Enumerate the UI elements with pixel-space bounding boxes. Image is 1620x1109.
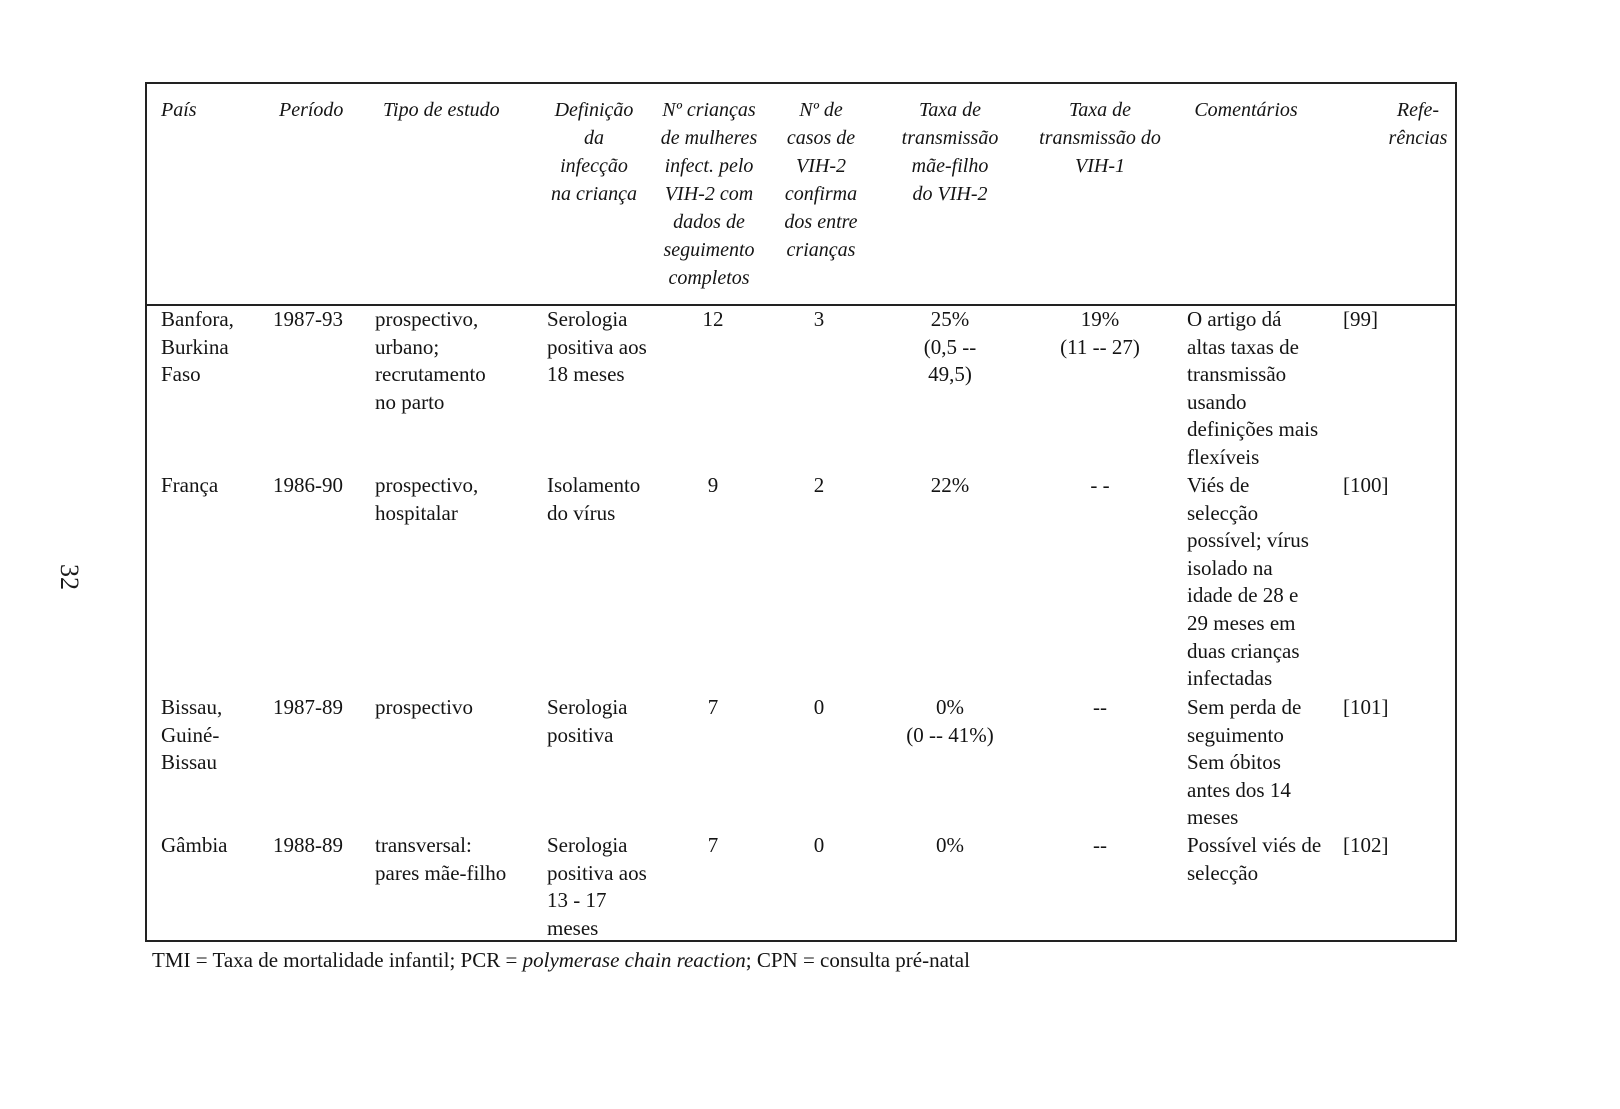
cell-comentarios: Viés de xyxy=(1187,473,1250,497)
cell-comentarios: infectadas xyxy=(1187,666,1273,691)
cell-comentarios: altas taxas de xyxy=(1187,334,1299,359)
cell-definicao: positiva aos xyxy=(547,334,647,359)
cell-taxa-vih1: -- xyxy=(1093,833,1107,857)
header-comentarios: Comentários xyxy=(1194,99,1298,121)
header-pais: País xyxy=(161,99,197,121)
cell-pais: Guiné- xyxy=(161,722,220,747)
cell-definicao: do vírus xyxy=(547,500,616,525)
page-number: 32 xyxy=(55,564,84,590)
cell-comentarios: isolado na xyxy=(1187,555,1273,580)
footnote-text: TMI = Taxa de mortalidade infantil; PCR = xyxy=(152,948,523,972)
cell-pais: Banfora, xyxy=(161,307,234,331)
cell-periodo: 1986-90 xyxy=(273,473,343,497)
cell-periodo: 1987-89 xyxy=(273,695,343,719)
header-tipo-estudo: Tipo de estudo xyxy=(383,99,500,121)
header-referencias: Refe- rências xyxy=(1388,99,1448,149)
cell-comentarios: Possível viés de xyxy=(1187,833,1322,857)
cell-comentarios: selecção xyxy=(1187,860,1259,885)
cell-definicao: positiva xyxy=(547,722,614,747)
cell-comentarios: meses xyxy=(1187,805,1239,830)
cell-tipo: urbano; xyxy=(375,334,440,359)
cell-periodo: 1988-89 xyxy=(273,833,343,857)
cell-comentarios: possível; vírus xyxy=(1187,528,1309,553)
cell-taxa-vih1: - - xyxy=(1090,473,1110,497)
cell-n-casos: 2 xyxy=(813,473,825,497)
cell-n-casos: 0 xyxy=(813,833,825,857)
cell-pais: Burkina xyxy=(161,334,229,359)
cell-n-criancas: 7 xyxy=(707,695,719,719)
cell-tipo: prospectivo xyxy=(375,695,473,719)
cell-taxa-vih1: (11 -- 27) xyxy=(1060,334,1140,359)
cell-referencia: [99] xyxy=(1343,307,1378,331)
header-periodo: Período xyxy=(279,99,344,121)
cell-tipo: recrutamento xyxy=(375,362,486,387)
cell-referencia: [100] xyxy=(1343,473,1389,497)
footnote xyxy=(152,948,970,973)
cell-comentarios: selecção xyxy=(1187,500,1259,525)
header-n-criancas: Nº crianças de mulheres infect. pelo VIH-2 com dados de seguimento completos xyxy=(660,99,758,289)
cell-comentarios: seguimento xyxy=(1187,722,1284,747)
cell-comentarios: usando xyxy=(1187,389,1247,414)
cell-taxa-vih2: 0% xyxy=(936,833,964,857)
cell-pais: Bissau, xyxy=(161,695,223,719)
cell-taxa-vih2: 22% xyxy=(930,473,970,497)
cell-taxa-vih1: 19% xyxy=(1080,307,1120,331)
cell-taxa-vih1: -- xyxy=(1093,695,1107,719)
cell-tipo: prospectivo, xyxy=(375,307,479,331)
header-n-casos: Nº de casos de VIH-2 confirma dos entre crianças xyxy=(784,99,858,261)
cell-taxa-vih2: 49,5) xyxy=(928,362,972,387)
cell-taxa-vih2: 0% xyxy=(936,695,964,719)
header-taxa-vih2: Taxa de transmissão mãe-filho do VIH-2 xyxy=(901,99,999,205)
cell-comentarios: idade de 28 e xyxy=(1187,583,1299,608)
cell-n-criancas: 7 xyxy=(707,833,719,857)
cell-definicao: Isolamento xyxy=(547,473,641,497)
cell-comentarios: O artigo dá xyxy=(1187,307,1282,331)
cell-definicao: Serologia xyxy=(547,307,628,331)
header-taxa-vih1: Taxa de transmissão do VIH-1 xyxy=(1039,99,1161,177)
cell-taxa-vih2: 25% xyxy=(930,307,970,331)
cell-tipo: transversal: xyxy=(375,833,472,857)
cell-definicao: Serologia xyxy=(547,833,628,857)
cell-tipo: hospitalar xyxy=(375,500,458,525)
footnote-text-end: ; CPN = consulta pré-natal xyxy=(745,948,970,972)
cell-definicao: Serologia xyxy=(547,695,628,719)
cell-n-criancas: 12 xyxy=(702,307,724,331)
cell-taxa-vih2: (0,5 -- xyxy=(923,334,977,359)
data-table xyxy=(145,82,1457,942)
cell-definicao: 18 meses xyxy=(547,362,625,387)
cell-comentarios: Sem perda de xyxy=(1187,695,1302,719)
cell-definicao: positiva aos xyxy=(547,860,647,885)
cell-comentarios: antes dos 14 xyxy=(1187,777,1291,802)
cell-tipo: pares mãe-filho xyxy=(375,860,507,885)
cell-definicao: 13 - 17 xyxy=(547,888,607,913)
header-definicao: Definição da infecção na criança xyxy=(550,99,638,205)
cell-periodo: 1987-93 xyxy=(273,307,343,331)
cell-referencia: [101] xyxy=(1343,695,1389,719)
cell-comentarios: definições mais xyxy=(1187,417,1319,442)
cell-comentarios: 29 meses em xyxy=(1187,611,1296,635)
footnote-italic: polymerase chain reaction xyxy=(522,948,746,972)
cell-pais: Gâmbia xyxy=(161,833,228,857)
cell-n-casos: 3 xyxy=(813,307,825,331)
cell-comentarios: Sem óbitos xyxy=(1187,750,1281,775)
cell-tipo: prospectivo, xyxy=(375,473,479,497)
cell-pais: França xyxy=(161,473,219,497)
cell-comentarios: transmissão xyxy=(1187,362,1287,387)
cell-n-criancas: 9 xyxy=(707,473,719,497)
cell-tipo: no parto xyxy=(375,389,445,414)
cell-pais: Bissau xyxy=(161,750,218,775)
cell-n-casos: 0 xyxy=(813,695,825,719)
cell-definicao: meses xyxy=(547,915,599,940)
cell-referencia: [102] xyxy=(1343,833,1389,857)
cell-comentarios: duas crianças xyxy=(1187,638,1300,663)
cell-pais: Faso xyxy=(161,362,201,387)
cell-comentarios: flexíveis xyxy=(1187,445,1260,469)
cell-taxa-vih2: (0 -- 41%) xyxy=(906,722,994,747)
